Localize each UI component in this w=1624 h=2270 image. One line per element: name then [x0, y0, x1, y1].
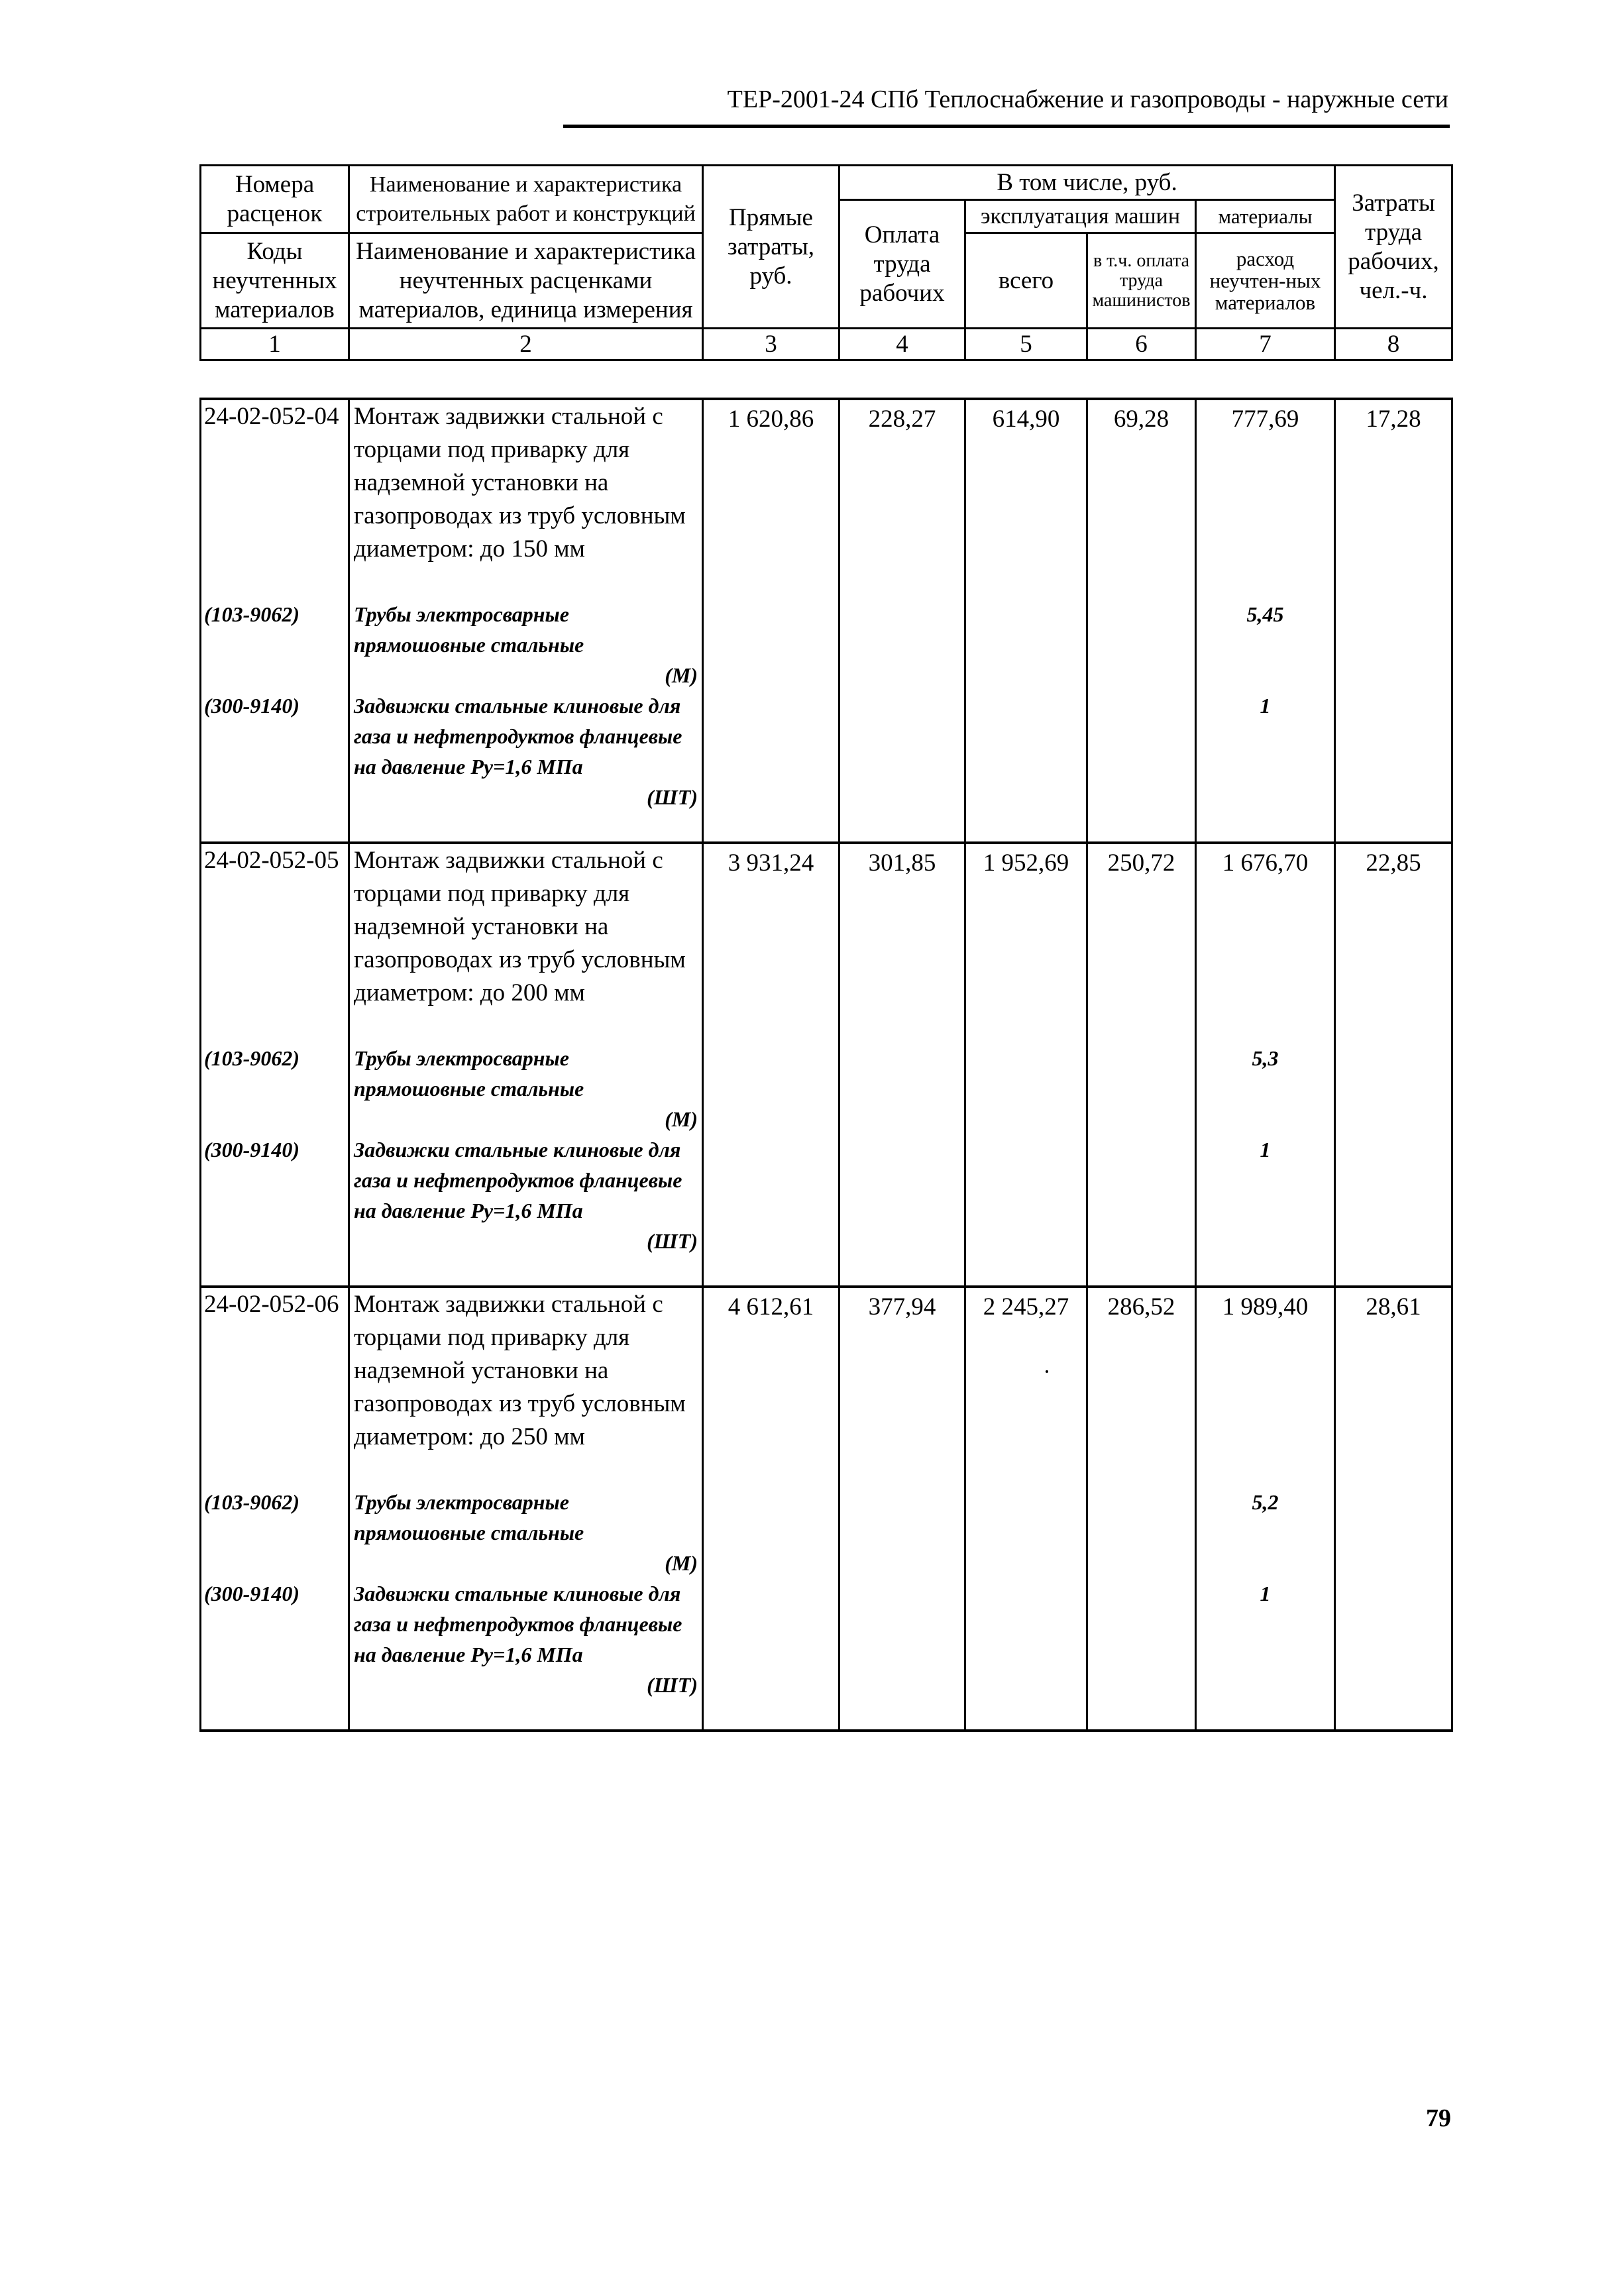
material-code: (300-9140) — [201, 1578, 349, 1731]
material-quantity: 5,3 — [1196, 1043, 1335, 1134]
machinists-pay: 250,72 — [1087, 843, 1196, 1043]
direct-costs: 3 931,24 — [703, 843, 839, 1043]
header-unaccounted-materials: расход неучтен-ных материалов — [1196, 233, 1335, 329]
header-machinists-pay: в т.ч. оплата труда машинистов — [1087, 233, 1196, 329]
material-quantity: 5,45 — [1196, 599, 1335, 690]
material-quantity: 1 — [1196, 1578, 1335, 1731]
machinists-pay: 286,52 — [1087, 1287, 1196, 1487]
labor-pay: 301,85 — [839, 843, 965, 1043]
rate-name: Монтаж задвижки стальной с торцами под приварку для надземной установки на газопроводах из труб условным диаметром: до 250 мм — [349, 1287, 703, 1487]
materials-cost: 1 676,70 — [1196, 843, 1335, 1043]
header-direct-costs: Прямые затраты, руб. — [703, 166, 839, 329]
column-number-3: 3 — [703, 329, 839, 360]
header-labor-pay: Оплата труда рабочих — [839, 200, 965, 329]
material-code: (103-9062) — [201, 599, 349, 690]
header-material-names: Наименование и характеристика неучтенных расценками материалов, единица измерения — [349, 233, 703, 329]
rate-name: Монтаж задвижки стальной с торцами под приварку для надземной установки на газопроводах из труб условным диаметром: до 200 мм — [349, 843, 703, 1043]
column-number-6: 6 — [1087, 329, 1196, 360]
material-quantity: 1 — [1196, 1134, 1335, 1287]
material-row — [201, 1043, 1452, 1134]
labor-pay: 377,94 — [839, 1287, 965, 1487]
materials-cost: 777,69 — [1196, 399, 1335, 599]
material-code: (103-9062) — [201, 1487, 349, 1578]
material-quantity: 1 — [1196, 690, 1335, 843]
labor-hours: 28,61 — [1335, 1287, 1452, 1487]
table-row — [201, 843, 1452, 1043]
column-number-4: 4 — [839, 329, 965, 360]
column-number-1: 1 — [201, 329, 349, 360]
machines-total: 614,90 — [965, 399, 1087, 599]
rate-code: 24-02-052-04 — [201, 399, 349, 599]
material-code: (300-9140) — [201, 690, 349, 843]
labor-hours: 22,85 — [1335, 843, 1452, 1043]
scan-speck — [1046, 1370, 1048, 1373]
material-name: Трубы электросварные прямошовные стальные — [354, 602, 584, 657]
direct-costs: 4 612,61 — [703, 1287, 839, 1487]
rate-name: Монтаж задвижки стальной с торцами под приварку для надземной установки на газопроводах из труб условным диаметром: до 150 мм — [349, 399, 703, 599]
header-materials: материалы — [1196, 200, 1335, 233]
material-row — [201, 1487, 1452, 1578]
material-unit: (ШТ) — [647, 1673, 698, 1697]
material-row — [201, 599, 1452, 690]
material-code: (300-9140) — [201, 1134, 349, 1287]
material-unit: (М) — [665, 1551, 698, 1575]
materials-cost: 1 989,40 — [1196, 1287, 1335, 1487]
table-row — [201, 399, 1452, 599]
material-name: Трубы электросварные прямошовные стальные — [354, 1490, 584, 1544]
column-number-5: 5 — [965, 329, 1087, 360]
machines-total: 1 952,69 — [965, 843, 1087, 1043]
material-unit: (М) — [665, 663, 698, 687]
column-number-8: 8 — [1335, 329, 1452, 360]
header-machine-operation: эксплуатация машин — [965, 200, 1196, 233]
title-underline — [563, 125, 1450, 128]
table-row — [201, 1287, 1452, 1487]
material-code: (103-9062) — [201, 1043, 349, 1134]
page-number: 79 — [1426, 2104, 1451, 2132]
material-unit: (ШТ) — [647, 1229, 698, 1253]
material-row — [201, 1134, 1452, 1287]
header-work-name: Наименование и характеристика строительных работ и конструкций — [349, 166, 703, 233]
column-number-7: 7 — [1196, 329, 1335, 360]
rates-table — [199, 398, 1453, 1732]
header-labor-hours: Затраты труда рабочих, чел.-ч. — [1335, 166, 1452, 329]
material-quantity: 5,2 — [1196, 1487, 1335, 1578]
material-name: Задвижки стальные клиновые для газа и нефтепродуктов фланцевые на давление Ру=1,6 МПа — [354, 1582, 682, 1666]
material-unit: (ШТ) — [647, 785, 698, 809]
machinists-pay: 69,28 — [1087, 399, 1196, 599]
material-name: Задвижки стальные клиновые для газа и нефтепродуктов фланцевые на давление Ру=1,6 МПа — [354, 1138, 682, 1222]
column-number-2: 2 — [349, 329, 703, 360]
machines-total: 2 245,27 — [965, 1287, 1087, 1487]
header-material-codes: Коды неучтенных материалов — [201, 233, 349, 329]
material-row — [201, 690, 1452, 843]
rate-code: 24-02-052-06 — [201, 1287, 349, 1487]
labor-pay: 228,27 — [839, 399, 965, 599]
document-title: ТЕР-2001-24 СПб Теплоснабжение и газопроводы - наружные сети — [727, 85, 1448, 113]
material-unit: (М) — [665, 1107, 698, 1131]
table-header — [199, 164, 1453, 361]
direct-costs: 1 620,86 — [703, 399, 839, 599]
rate-code: 24-02-052-05 — [201, 843, 349, 1043]
labor-hours: 17,28 — [1335, 399, 1452, 599]
material-name: Трубы электросварные прямошовные стальные — [354, 1046, 584, 1101]
header-machines-total: всего — [965, 233, 1087, 329]
header-rate-numbers: Номера расценок — [201, 166, 349, 233]
material-row — [201, 1578, 1452, 1731]
header-including: В том числе, руб. — [839, 166, 1335, 200]
material-name: Задвижки стальные клиновые для газа и нефтепродуктов фланцевые на давление Ру=1,6 МПа — [354, 694, 682, 779]
